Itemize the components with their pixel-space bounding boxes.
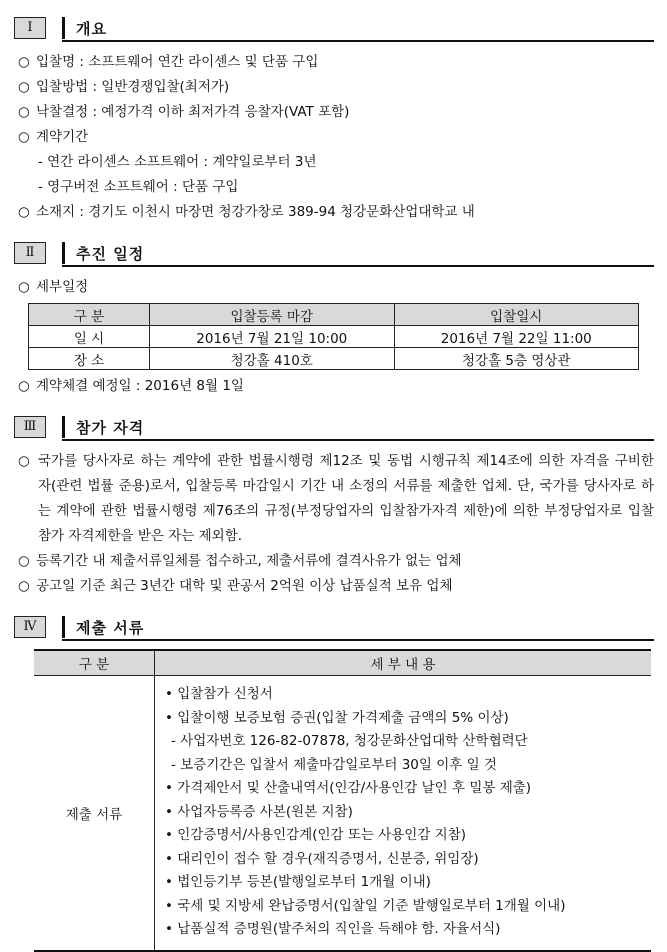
- item-text: 소재지 : 경기도 이천시 마장면 청강가창로 389-94 청강문화산업대학교 내: [36, 204, 475, 220]
- section-heading-overview: [14, 14, 654, 42]
- doc-item: • 사업자등록증 사본(원본 지참): [165, 803, 353, 820]
- table-row: [29, 326, 639, 348]
- doc-item: • 가격제안서 및 산출내역서(인감/사용인감 날인 후 밀봉 제출): [165, 780, 532, 796]
- doc-item: • 입찰이행 보증보험 증권(입찰 가격제출 금액의 5% 이상): [165, 709, 509, 726]
- table-row: [29, 348, 639, 370]
- doc-item: • 대리인이 접수 할 경우(재직증명서, 신분증, 위임장): [165, 850, 479, 867]
- section-underline: [62, 639, 654, 641]
- bullet-circle: ○: [18, 279, 30, 295]
- table-header: 구 분: [29, 304, 150, 326]
- doc-item: • 인감증명서/사용인감계(인감 또는 사용인감 지참): [165, 827, 467, 843]
- item-text: 낙찰결정 : 예정가격 이하 최저가격 응찰자(VAT 포함): [36, 104, 350, 120]
- bullet-circle: ○: [18, 453, 30, 469]
- section-underline: [62, 439, 654, 441]
- table-header-row: [34, 650, 651, 676]
- list-item: [14, 50, 654, 75]
- table-cell: 청강홀 5층 영상관: [394, 348, 639, 370]
- section-heading-documents: [14, 613, 654, 641]
- item-text: 세부일정: [36, 279, 89, 295]
- section-bar: [62, 616, 65, 638]
- section-underline: [62, 265, 654, 267]
- list-item: [14, 125, 654, 150]
- doc-item: • 납품실적 증명원(발주처의 직인을 득해야 함. 자율서식): [165, 921, 501, 937]
- table-header: 입찰등록 마감: [150, 304, 395, 326]
- section-heading-schedule: [14, 239, 654, 267]
- section-title: 제출 서류: [76, 619, 145, 637]
- list-item: [14, 574, 654, 599]
- item-text: 계약체결 예정일 : 2016년 8월 1일: [36, 378, 244, 394]
- bullet-circle: ○: [18, 79, 30, 95]
- list-item: [14, 100, 654, 125]
- table-cell: [155, 676, 652, 951]
- doc-item: • 입찰참가 신청서: [165, 686, 273, 702]
- document-page: [14, 14, 654, 952]
- table-cell: 2016년 7월 21일 10:00: [150, 326, 395, 348]
- doc-item: • 국세 및 지방세 완납증명서(입찰일 기준 발행일로부터 1개월 이내): [165, 897, 566, 914]
- table-row: [34, 676, 651, 951]
- table-cell: 장 소: [29, 348, 150, 370]
- bullet-circle: ○: [18, 378, 30, 394]
- doc-sub-item: - 보증기간은 입찰서 제출마감일로부터 30일 이후 일 것: [171, 756, 497, 773]
- list-item: [14, 549, 654, 574]
- list-item: [14, 200, 654, 225]
- sub-item: - 영구버전 소프트웨어 : 단품 구입: [38, 179, 239, 195]
- item-text: 입찰방법 : 일반경쟁입찰(최저가): [36, 79, 230, 95]
- sub-item: - 연간 라이센스 소프트웨어 : 계약일로부터 3년: [38, 154, 317, 170]
- section-title: 추진 일정: [76, 245, 145, 263]
- section-number: Ⅱ: [14, 242, 46, 264]
- section-underline: [62, 40, 654, 42]
- section-title: 참가 자격: [76, 419, 145, 437]
- item-text: 계약기간: [36, 129, 89, 145]
- list-item: [14, 449, 654, 549]
- list-item: [14, 75, 654, 100]
- table-cell: 청강홀 410호: [150, 348, 395, 370]
- list-item: [14, 374, 654, 399]
- table-header: 입찰일시: [394, 304, 639, 326]
- item-text: 입찰명 : 소프트웨어 연간 라이센스 및 단품 구입: [36, 54, 319, 70]
- table-cell: 일 시: [29, 326, 150, 348]
- section-heading-eligibility: [14, 413, 654, 441]
- bullet-circle: ○: [18, 104, 30, 120]
- item-text: 국가를 당사자로 하는 계약에 관한 법률시행령 제12조 및 동법 시행규칙 제14조에 의한 자격을 구비한 자(관련 법률 준용)로서, 입찰등록 마감일시 기간 내 소정의 서류를 제출한 업체. 단, 국가를 당사자로 하는 계약에 관한 법률시행령 제76조의 규정(부정당업자의 입찰참가자격 제한)에 의한 부정당업자로 입찰참가 자격제한을 받은 자는 제외함.: [38, 453, 654, 544]
- doc-item: • 법인등기부 등본(발행일로부터 1개월 이내): [165, 874, 431, 890]
- table-cell: 제출 서류: [34, 676, 155, 951]
- section-number: Ⅰ: [14, 17, 46, 39]
- section-bar: [62, 416, 65, 438]
- table-header: 세 부 내 용: [155, 650, 652, 676]
- bullet-circle: ○: [18, 578, 30, 594]
- section-bar: [62, 242, 65, 264]
- section-number: Ⅲ: [14, 416, 46, 438]
- section-title: 개요: [76, 20, 107, 38]
- bullet-circle: ○: [18, 204, 30, 220]
- table-cell: 2016년 7월 22일 11:00: [394, 326, 639, 348]
- bullet-circle: ○: [18, 54, 30, 70]
- list-item: [14, 275, 654, 300]
- section-number: Ⅳ: [14, 616, 46, 638]
- table-header-row: [29, 304, 639, 326]
- schedule-table: [28, 303, 639, 370]
- item-text: 공고일 기준 최근 3년간 대학 및 관공서 2억원 이상 납품실적 보유 업체: [36, 578, 453, 594]
- documents-table: [34, 649, 651, 952]
- doc-sub-item: - 사업자번호 126-82-07878, 청강문화산업대학 산학협력단: [171, 733, 528, 749]
- bullet-circle: ○: [18, 129, 30, 145]
- bullet-circle: ○: [18, 553, 30, 569]
- table-header: 구 분: [34, 650, 155, 676]
- item-text: 등록기간 내 제출서류일체를 접수하고, 제출서류에 결격사유가 없는 업체: [36, 553, 462, 569]
- section-bar: [62, 17, 65, 39]
